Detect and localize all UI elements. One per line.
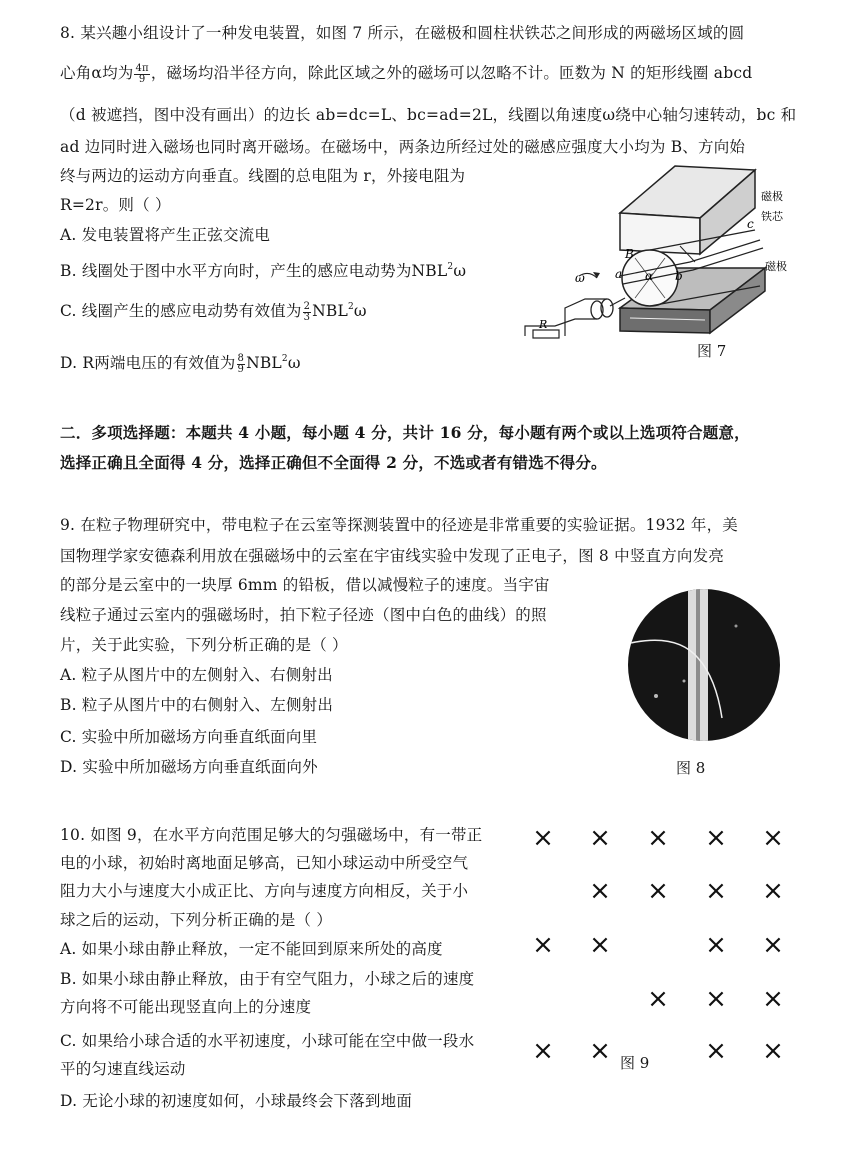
q8-line-2-start: 心角α均为 — [60, 64, 134, 82]
label-core: 铁芯 — [761, 210, 783, 223]
alpha-fraction: $\frac{4\pi}{9}$ — [135, 62, 149, 85]
field-cross: × — [705, 930, 727, 960]
label-c: c — [747, 217, 754, 231]
q9-line-4: 线粒子通过云室内的强磁场时，拍下粒子径迹（图中白色的曲线）的照 — [60, 606, 547, 624]
q10-line-2: 电的小球，初始时离地面足够高，已知小球运动中所受空气 — [60, 854, 469, 872]
field-cross: × — [705, 823, 727, 853]
field-cross: × — [532, 930, 554, 960]
q9-line-5: 片，关于此实验，下列分析正确的是（ ） — [60, 636, 348, 654]
q10-line-3: 阻力大小与速度大小成正比、方向与速度方向相反，关于小 — [60, 882, 469, 900]
field-cross: × — [532, 823, 554, 853]
q8-option-b: B. 线圈处于图中水平方向时，产生的感应电动势为NBL$^2$ω — [60, 262, 467, 280]
field-cross: × — [705, 876, 727, 906]
field-cross: × — [762, 930, 784, 960]
q10-option-c-cont: 平的匀速直线运动 — [60, 1060, 186, 1078]
label-omega: ω — [575, 271, 585, 285]
q10-option-a: A. 如果小球由静止释放，一定不能回到原来所处的高度 — [60, 940, 443, 958]
q10-line-1: 10. 如图 9，在水平方向范围足够大的匀强磁场中，有一带正 — [60, 826, 483, 844]
q10-line-4: 球之后的运动，下列分析正确的是（ ） — [60, 911, 333, 929]
field-cross: × — [647, 823, 669, 853]
q9-option-a: A. 粒子从图片中的左侧射入、右侧射出 — [60, 666, 333, 684]
q10-option-b-cont: 方向将不可能出现竖直向上的分速度 — [60, 998, 312, 1016]
q9-line-3: 的部分是云室中的一块厚 6mm 的铅板，借以减慢粒子的速度。当宇宙 — [60, 576, 550, 594]
q9-option-c: C. 实验中所加磁场方向垂直纸面向里 — [60, 728, 318, 746]
q8-line-2-end: ，磁场均沿半径方向，除此区域之外的磁场可以忽略不计。匝数为 N 的矩形线圈 abcd — [150, 64, 753, 82]
q10-option-b: B. 如果小球由静止释放，由于有空气阻力，小球之后的速度 — [60, 970, 475, 988]
top-pole-shape — [620, 166, 755, 254]
c-fraction: $\frac{2}{3}$ — [303, 300, 311, 323]
figure-9-caption: 图 9 — [620, 1054, 650, 1072]
q9-line-2: 国物理学家安德森利用放在强磁场中的云室在宇宙线实验中发现了正电子，图 8 中竖直方向发亮 — [60, 547, 725, 565]
label-bottom-pole: 磁极 — [765, 260, 787, 273]
q10-option-c: C. 如果给小球合适的水平初速度，小球可能在空中做一段水 — [60, 1032, 475, 1050]
q8-line-1: 8. 某兴趣小组设计了一种发电装置，如图 7 所示，在磁极和圆柱状铁芯之间形成的两磁场区域的圆 — [60, 24, 745, 42]
field-cross: × — [589, 823, 611, 853]
field-cross: × — [762, 1036, 784, 1066]
label-a: a — [615, 267, 623, 281]
field-cross: × — [589, 930, 611, 960]
field-cross: × — [647, 876, 669, 906]
q8-line-3: （d 被遮挡，图中没有画出）的边长 ab=dc=L、bc=ad=2L，线圈以角速度ω绕中心轴匀速转动，bc 和 — [60, 106, 797, 124]
q8-line-4: ad 边同时进入磁场也同时离开磁场。在磁场中，两条边所经过处的磁感应强度大小均为 B、方向始 — [60, 138, 746, 156]
label-top-pole: 磁极 — [761, 190, 783, 203]
field-cross: × — [762, 823, 784, 853]
label-R: R — [539, 318, 548, 331]
field-cross: × — [705, 984, 727, 1014]
q8-option-c: C. 线圈产生的感应电动势有效值为 $\frac{2}{3}$ NBL$^2$ω — [60, 300, 367, 323]
field-cross: × — [647, 984, 669, 1014]
q8-option-a: A. 发电装置将产生正弦交流电 — [60, 226, 271, 244]
q9-option-d: D. 实验中所加磁场方向垂直纸面向外 — [60, 758, 318, 776]
figure-8-cloud-chamber-photo — [626, 586, 782, 744]
section-2-header-line-2: 选择正确且全面得 4 分，选择正确但不全面得 2 分，不选或者有错选不得分。 — [60, 453, 607, 472]
q10-option-d: D. 无论小球的初速度如何，小球最终会下落到地面 — [60, 1092, 413, 1110]
q8-line-2 — [60, 62, 752, 85]
section-2-header-line-1: 二．多项选择题：本题共 4 小题，每小题 4 分，共计 16 分，每小题有两个或以上选项符合题意， — [60, 423, 750, 442]
figure-7-generator-diagram — [515, 158, 815, 348]
label-alpha: α — [645, 269, 654, 283]
field-cross: × — [705, 1036, 727, 1066]
label-B: B — [625, 247, 634, 261]
figure-7-caption: 图 7 — [697, 342, 727, 360]
q9-line-1: 9. 在粒子物理研究中，带电粒子在云室等探测装置中的径迹是非常重要的实验证据。1932 年，美 — [60, 516, 738, 534]
d-fraction: $\frac{8}{9}$ — [237, 352, 245, 375]
field-cross: × — [762, 876, 784, 906]
field-cross: × — [532, 1036, 554, 1066]
q8-line-5: 终与两边的运动方向垂直。线圈的总电阻为 r，外接电阻为 — [60, 167, 466, 185]
label-b: b — [675, 269, 683, 283]
q8-line-6: R=2r。则（ ） — [60, 196, 171, 214]
figure-8-caption: 图 8 — [676, 759, 706, 777]
q8-option-d: D. R两端电压的有效值为 $\frac{8}{9}$ NBL$^2$ω — [60, 352, 301, 375]
field-cross: × — [762, 984, 784, 1014]
field-cross: × — [589, 1036, 611, 1066]
field-cross: × — [589, 876, 611, 906]
q9-option-b: B. 粒子从图片中的右侧射入、左侧射出 — [60, 696, 334, 714]
